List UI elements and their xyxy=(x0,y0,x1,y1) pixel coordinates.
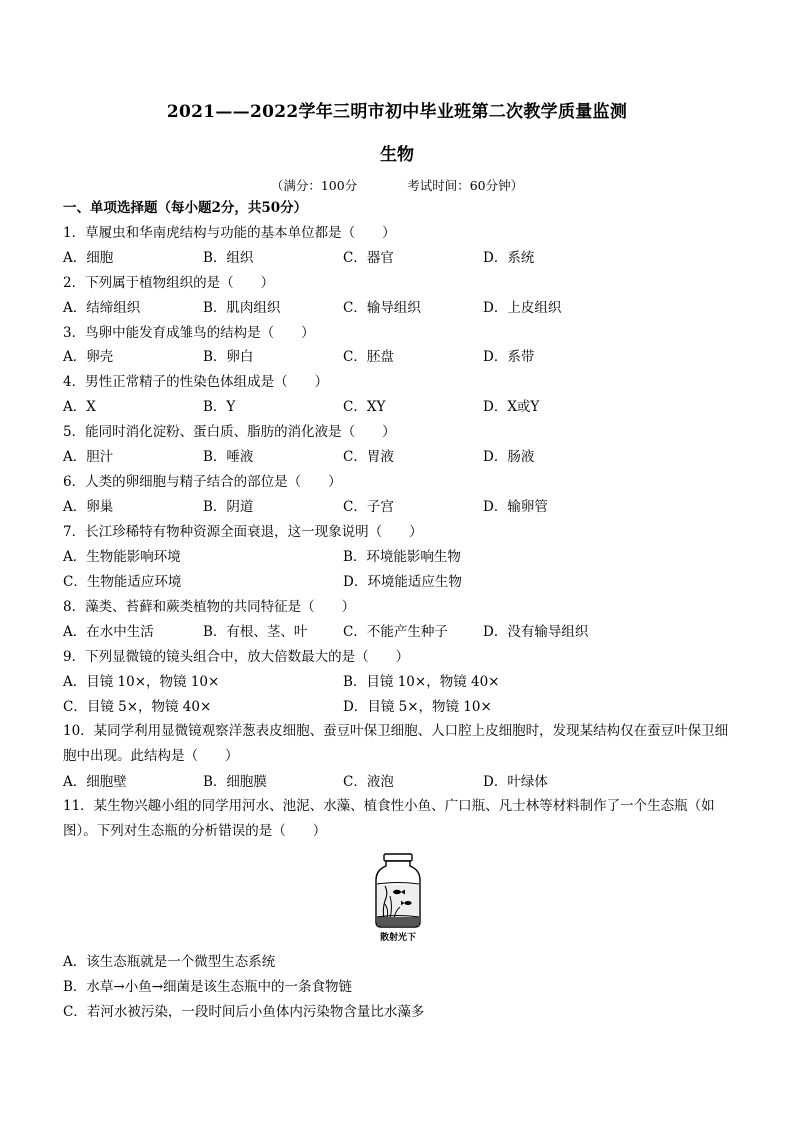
question-stem: 3．鸟卵中能发育成雏鸟的结构是（ ） xyxy=(63,325,315,341)
exam-meta xyxy=(0,176,794,194)
option: B．有根、茎、叶 xyxy=(203,624,308,640)
option: D．X或Y xyxy=(483,399,540,415)
option: A．在水中生活 xyxy=(63,624,154,640)
option: B．阴道 xyxy=(203,499,254,515)
option: D．叶绿体 xyxy=(483,774,548,790)
question-stem: 9．下列显微镜的镜头组合中，放大倍数最大的是（ ） xyxy=(63,649,410,665)
option: D．输卵管 xyxy=(483,499,548,515)
option: B．卵白 xyxy=(203,349,254,365)
option: D．肠液 xyxy=(483,449,535,465)
option: C．输导组织 xyxy=(343,300,421,316)
option: D．系统 xyxy=(483,250,535,266)
option: D．系带 xyxy=(483,349,535,365)
option: C．若河水被污染，一段时间后小鱼体内污染物含量比水藻多 xyxy=(63,1004,425,1020)
option: B．Y xyxy=(203,399,236,415)
section-title: 一、单项选择题（每小题2分，共50分） xyxy=(63,200,308,216)
option: A．该生态瓶就是一个微型生态系统 xyxy=(63,954,276,970)
option: B．目镜 10×，物镜 40× xyxy=(343,674,500,690)
option: C．胚盘 xyxy=(343,349,394,365)
option: D．没有输导组织 xyxy=(483,624,589,640)
option: C．器官 xyxy=(343,250,394,266)
option: B．细胞膜 xyxy=(203,774,267,790)
exam-subject: 生物 xyxy=(380,145,414,165)
question-stem: 11．某生物兴趣小组的同学用河水、池泥、水藻、植食性小鱼、广口瓶、凡士林等材料制作了一个生态瓶（如图）。下列对生态瓶的分析错误的是（ ） xyxy=(63,798,715,839)
ecosystem-bottle-figure xyxy=(370,852,426,944)
option: A．结缔组织 xyxy=(63,300,141,316)
option: A．生物能影响环境 xyxy=(63,549,181,565)
option: A．细胞壁 xyxy=(63,774,127,790)
full-score: （满分：100分 xyxy=(270,178,358,193)
question-stem: 1．草履虫和华南虎结构与功能的基本单位都是（ ） xyxy=(63,225,396,241)
option: A．目镜 10×，物镜 10× xyxy=(63,674,220,690)
option: A．卵壳 xyxy=(63,349,114,365)
option: B．组织 xyxy=(203,250,254,266)
exam-time: 考试时间：60分钟） xyxy=(407,178,524,193)
question-stem: 7．长江珍稀特有物种资源全面衰退，这一现象说明（ ） xyxy=(63,524,423,540)
question-stem: 10．某同学利用显微镜观察洋葱表皮细胞、蚕豆叶保卫细胞、人口腔上皮细胞时，发现某结构仅在蚕豆叶保卫细胞中出现。此结构是（ ） xyxy=(63,723,729,764)
option: B．肌肉组织 xyxy=(203,300,281,316)
option: B．水草→小鱼→细菌是该生态瓶中的一条食物链 xyxy=(63,979,353,995)
option: C．生物能适应环境 xyxy=(63,574,182,590)
option: C．子宫 xyxy=(343,499,394,515)
bottle-illustration xyxy=(370,852,426,930)
option: D．环境能适应生物 xyxy=(343,574,462,590)
option: A．细胞 xyxy=(63,250,114,266)
option: D．上皮组织 xyxy=(483,300,562,316)
option: C．胃液 xyxy=(343,449,394,465)
option: B．唾液 xyxy=(203,449,254,465)
figure-caption: 散射光下 xyxy=(379,933,416,943)
option: A．X xyxy=(63,399,96,415)
question-stem: 4．男性正常精子的性染色体组成是（ ） xyxy=(63,374,329,390)
option: A．胆汁 xyxy=(63,449,114,465)
option: B．环境能影响生物 xyxy=(343,549,461,565)
exam-title: 2021——2022学年三明市初中毕业班第二次教学质量监测 xyxy=(166,102,628,122)
question-stem: 6．人类的卵细胞与精子结合的部位是（ ） xyxy=(63,474,342,490)
question-stem: 5．能同时消化淀粉、蛋白质、脂肪的消化液是（ ） xyxy=(63,424,396,440)
question-stem: 2．下列属于植物组织的是（ ） xyxy=(63,275,275,291)
question-stem: 8．藻类、苔藓和蕨类植物的共同特征是（ ） xyxy=(63,599,356,615)
option: C．液泡 xyxy=(343,774,394,790)
option: C．不能产生种子 xyxy=(343,624,448,640)
option: D．目镜 5×，物镜 10× xyxy=(343,699,492,715)
option: C．XY xyxy=(343,399,386,415)
option: A．卵巢 xyxy=(63,499,114,515)
option: C．目镜 5×，物镜 40× xyxy=(63,699,212,715)
